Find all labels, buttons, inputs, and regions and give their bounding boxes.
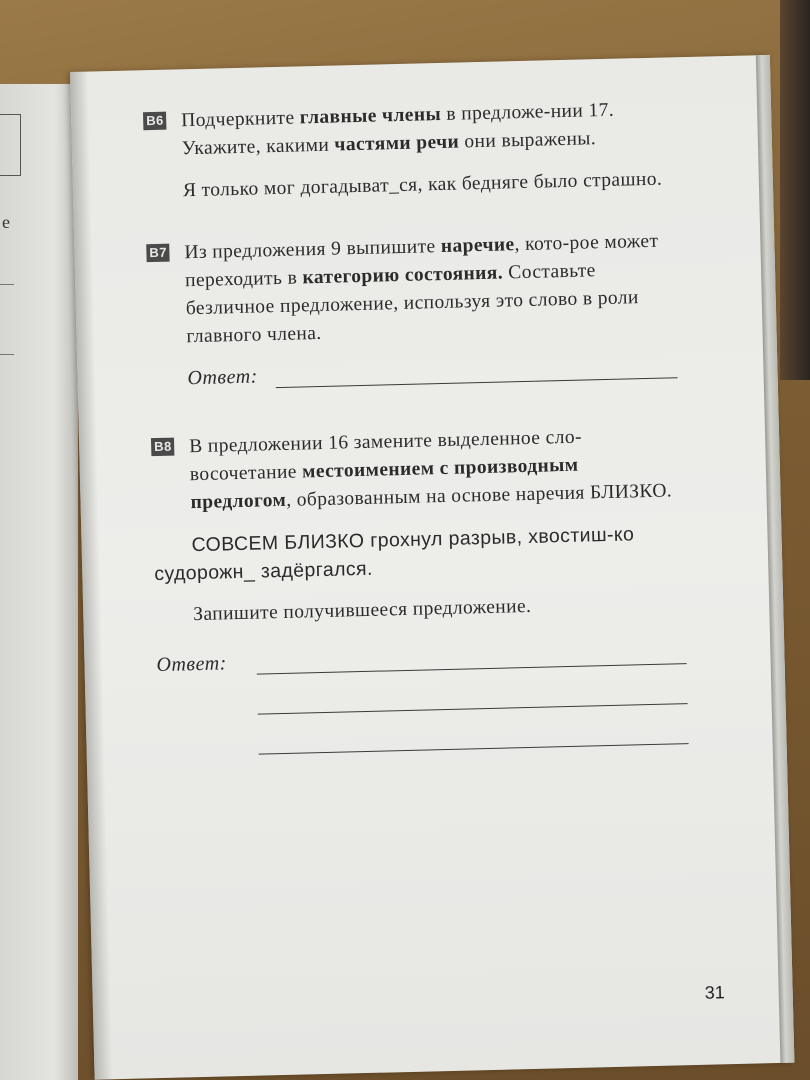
task-text: В предложении 16 замените выделенное сло-восочетание местоимением с производным предлогом, образованным на основе наречия БЛИЗКО. bbox=[188, 426, 673, 514]
page-content bbox=[143, 96, 679, 765]
answer-line[interactable] bbox=[276, 377, 678, 388]
task-b7 bbox=[146, 227, 669, 352]
task-text: Подчеркните главные члены в предложе-нии 17. Укажите, какими частями речи они выражены. bbox=[180, 99, 615, 160]
answer-row bbox=[187, 355, 670, 401]
task-b8 bbox=[151, 421, 673, 518]
page-number: 31 bbox=[704, 982, 725, 1003]
answer-line[interactable] bbox=[259, 743, 689, 755]
answer-box-fragment bbox=[0, 114, 21, 176]
answer-block bbox=[156, 641, 679, 764]
task-number: B8 bbox=[151, 438, 175, 457]
task-number: B6 bbox=[143, 112, 167, 131]
previous-page-edge bbox=[0, 84, 78, 1080]
answer-label: Ответ: bbox=[156, 652, 228, 677]
background-object bbox=[780, 0, 810, 380]
answer-line[interactable] bbox=[258, 703, 688, 715]
task-instruction: Запишите получившееся предложение. bbox=[193, 595, 532, 626]
workbook-page bbox=[70, 55, 794, 1080]
answer-line[interactable] bbox=[257, 663, 687, 675]
task-example-sentence: СОВСЕМ БЛИЗКО грохнул разрыв, хвостиш-ко судорожн_ задёргался. bbox=[154, 523, 635, 586]
answer-label: Ответ: bbox=[187, 365, 259, 390]
line-fragment bbox=[0, 354, 14, 355]
text-fragment: е bbox=[2, 212, 10, 232]
task-b6 bbox=[143, 96, 664, 165]
task-example-sentence: Я только мог догадыват_ся, как бедняге было страшно. bbox=[182, 168, 663, 202]
line-fragment bbox=[0, 284, 14, 285]
task-number: B7 bbox=[146, 244, 170, 263]
task-text: Из предложения 9 выпишите наречие, кото-рое может переходить в категорию состояния. Составьте безличное предложение, используя это слово в роли главного члена. bbox=[184, 230, 659, 348]
